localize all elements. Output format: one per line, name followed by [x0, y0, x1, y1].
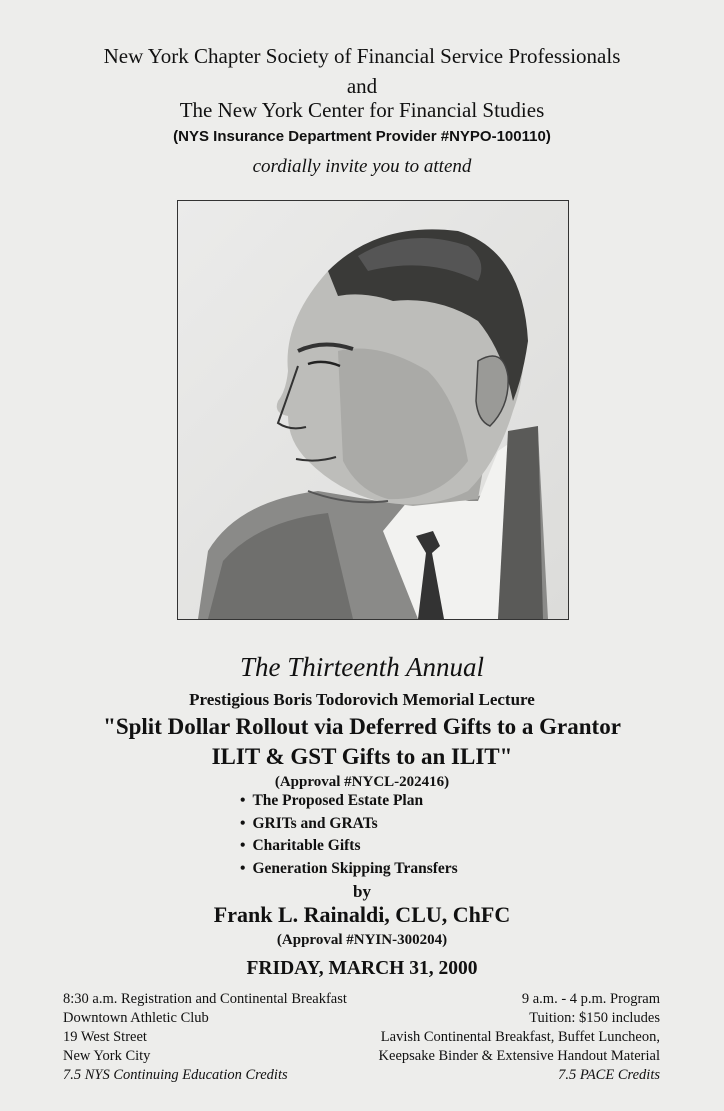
- event-date: FRIDAY, MARCH 31, 2000: [246, 958, 478, 979]
- by-label: by: [353, 882, 371, 901]
- program-time: 9 a.m. - 4 p.m. Program: [521, 991, 660, 1007]
- organizer-1: New York Chapter Society of Financial Service Professionals: [103, 44, 621, 68]
- topic-item: • The Proposed Estate Plan: [240, 790, 458, 813]
- invite-line: cordially invite you to attend: [252, 156, 472, 177]
- speaker-portrait: [177, 200, 569, 620]
- pace-credits: 7.5 PACE Credits: [558, 1067, 660, 1083]
- topic-item: • GRITs and GRATs: [240, 813, 458, 836]
- topic-list: [240, 790, 458, 880]
- and-connector: and: [346, 74, 378, 98]
- speaker-approval: (Approval #NYIN-300204): [276, 932, 448, 948]
- topic-item: • Charitable Gifts: [240, 835, 458, 858]
- provider-number: (NYS Insurance Department Provider #NYPO-100110): [173, 128, 551, 145]
- lecture-subtitle: Prestigious Boris Todorovich Memorial Lecture: [189, 690, 535, 709]
- speaker-name: Frank L. Rainaldi, CLU, ChFC: [213, 902, 511, 927]
- tuition-includes-1: Lavish Continental Breakfast, Buffet Luncheon,: [380, 1029, 660, 1045]
- registration-time: 8:30 a.m. Registration and Continental Breakfast: [63, 991, 347, 1007]
- topic-item: • Generation Skipping Transfers: [240, 858, 458, 881]
- organizer-2: The New York Center for Financial Studies: [179, 98, 545, 122]
- annual-heading: The Thirteenth Annual: [239, 652, 484, 682]
- tuition-includes-2: Keepsake Binder & Extensive Handout Material: [378, 1048, 660, 1064]
- lecture-approval: (Approval #NYCL-202416): [274, 774, 450, 790]
- details-left: [63, 990, 347, 1085]
- tuition: Tuition: $150 includes: [529, 1010, 660, 1026]
- lecture-title-line-2: ILIT & GST Gifts to an ILIT": [211, 744, 513, 769]
- venue-city: New York City: [63, 1048, 151, 1064]
- venue-name: Downtown Athletic Club: [63, 1010, 209, 1026]
- lecture-title-line-1: "Split Dollar Rollout via Deferred Gifts to a Grantor: [103, 714, 621, 739]
- portrait-sketch: [178, 201, 568, 619]
- ce-credits: 7.5 NYS Continuing Education Credits: [63, 1067, 288, 1083]
- details-right: [379, 990, 660, 1085]
- venue-street: 19 West Street: [63, 1029, 147, 1045]
